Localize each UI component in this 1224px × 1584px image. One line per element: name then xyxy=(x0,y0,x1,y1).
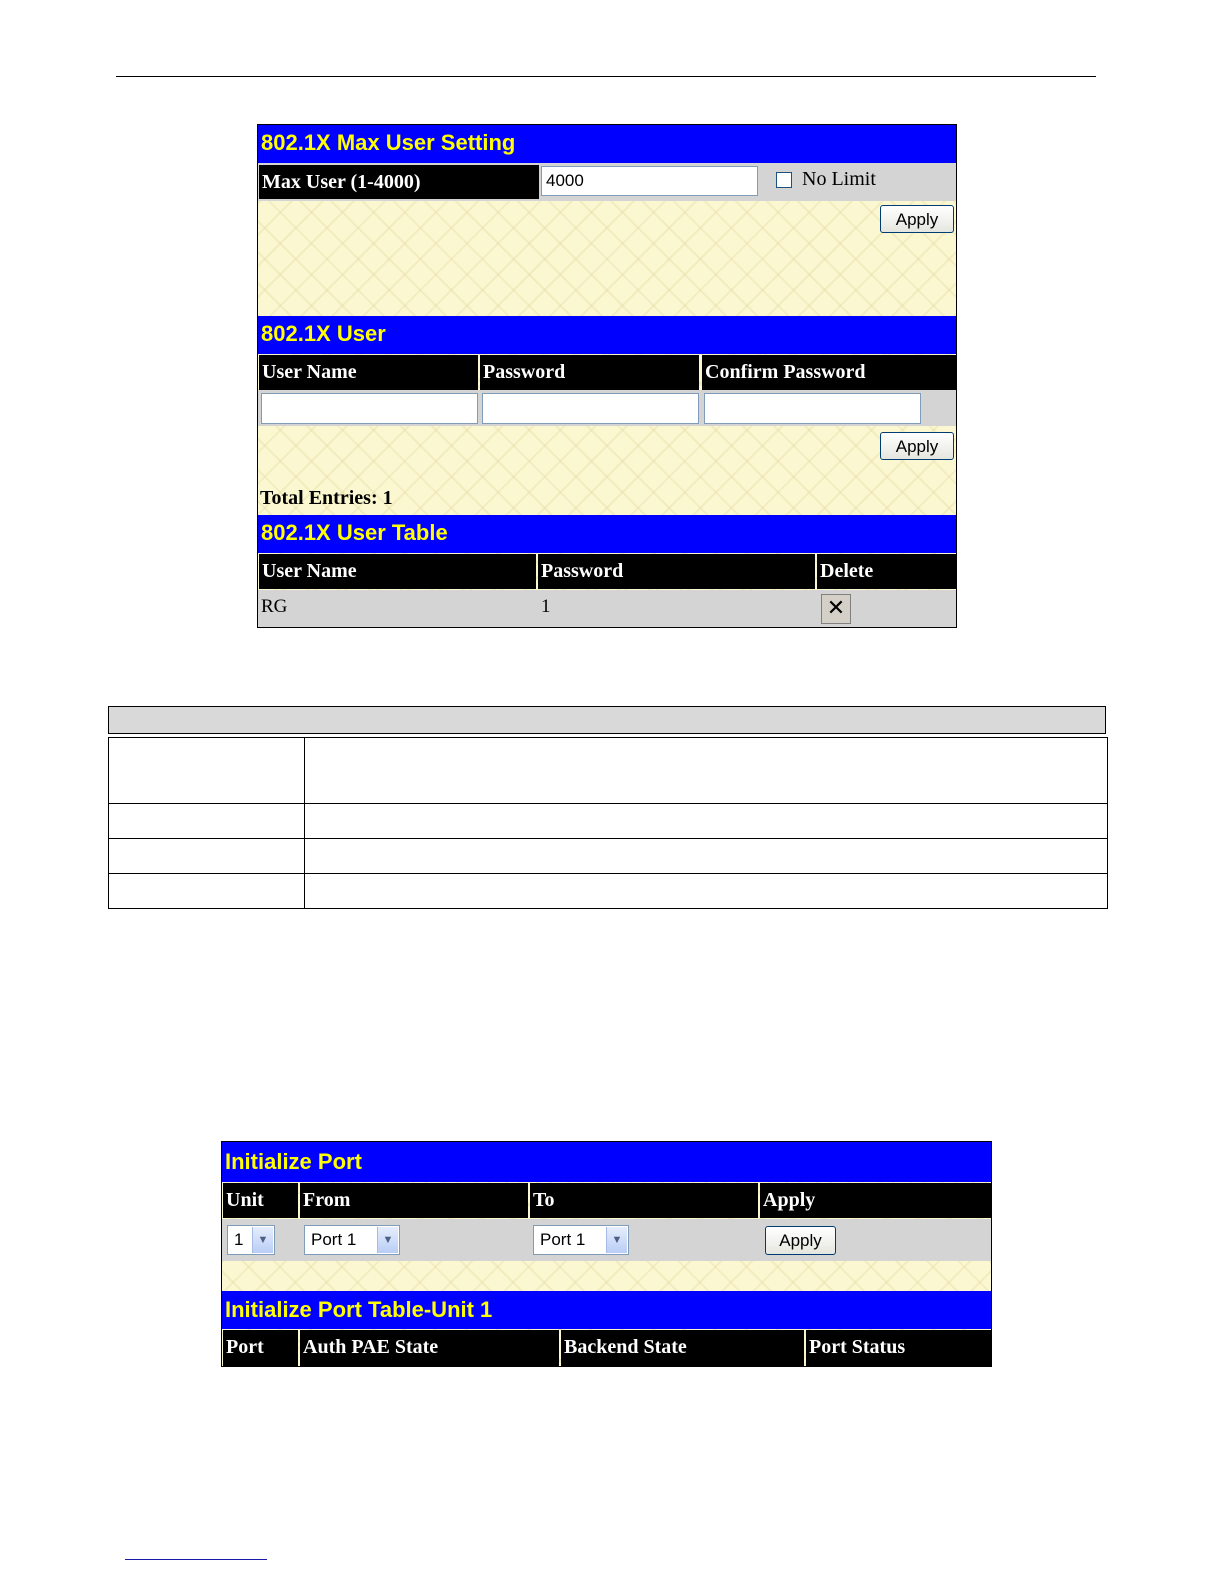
max-user-input[interactable] xyxy=(541,166,758,196)
description-cell xyxy=(305,738,1108,804)
port-header: Port xyxy=(223,1330,298,1366)
parameter-cell xyxy=(109,874,305,909)
backend-state-header: Backend State xyxy=(561,1330,804,1366)
chevron-down-icon: ▼ xyxy=(377,1227,398,1253)
auth-pae-state-header: Auth PAE State xyxy=(300,1330,559,1366)
chevron-down-icon: ▼ xyxy=(606,1227,627,1253)
description-cell xyxy=(305,874,1108,909)
table-row xyxy=(109,738,1108,804)
chevron-down-icon: ▼ xyxy=(252,1227,273,1253)
table-row xyxy=(109,804,1108,839)
parameter-cell xyxy=(109,804,305,839)
table-row xyxy=(258,590,956,627)
description-cell xyxy=(305,839,1108,874)
initialize-port-title: Initialize Port xyxy=(222,1142,991,1182)
max-user-setting-title: 802.1X Max User Setting xyxy=(258,125,956,163)
to-port-value: Port 1 xyxy=(540,1230,586,1249)
password-header: Password xyxy=(480,355,699,390)
no-limit-label: No Limit xyxy=(802,168,876,190)
description-table-header xyxy=(108,706,1106,734)
total-entries: Total Entries: 1 xyxy=(260,487,393,509)
to-port-select[interactable] xyxy=(533,1225,629,1255)
initialize-apply-button[interactable]: Apply xyxy=(765,1226,836,1255)
max-user-label: Max User (1-4000) xyxy=(259,165,539,199)
table-row-password: 1 xyxy=(541,596,551,617)
confirm-password-header: Confirm Password xyxy=(702,355,956,390)
max-user-apply-button[interactable]: Apply xyxy=(880,205,954,233)
from-port-value: Port 1 xyxy=(311,1230,357,1249)
unit-select[interactable] xyxy=(227,1225,275,1255)
initialize-port-panel xyxy=(221,1141,992,1367)
apply-header: Apply xyxy=(760,1183,991,1218)
user-name-header: User Name xyxy=(259,355,478,390)
delete-button[interactable] xyxy=(821,594,851,624)
no-limit-checkbox[interactable] xyxy=(776,172,792,188)
table-user-name-header: User Name xyxy=(259,554,536,589)
from-port-select[interactable] xyxy=(304,1225,400,1255)
from-header: From xyxy=(300,1183,528,1218)
description-cell xyxy=(305,804,1108,839)
unit-select-value: 1 xyxy=(234,1230,244,1249)
table-row xyxy=(109,874,1108,909)
password-input[interactable] xyxy=(482,393,699,424)
user-table-title: 802.1X User Table xyxy=(258,515,956,553)
user-form-title: 802.1X User xyxy=(258,316,956,354)
dot1x-user-panel xyxy=(257,124,957,628)
parameter-cell xyxy=(109,839,305,874)
x-icon: ✕ xyxy=(826,596,846,621)
footer-link-underline xyxy=(125,1559,267,1560)
table-password-header: Password xyxy=(538,554,815,589)
table-delete-header: Delete xyxy=(817,554,956,589)
confirm-password-input[interactable] xyxy=(704,393,921,424)
page-top-rule xyxy=(116,76,1096,77)
description-table xyxy=(108,737,1108,909)
parameter-cell xyxy=(109,738,305,804)
user-apply-button[interactable]: Apply xyxy=(880,432,954,460)
port-status-header: Port Status xyxy=(806,1330,991,1366)
user-name-input[interactable] xyxy=(261,393,478,424)
table-row-user-name: RG xyxy=(261,596,288,617)
to-header: To xyxy=(530,1183,758,1218)
unit-header: Unit xyxy=(223,1183,298,1218)
table-row xyxy=(109,839,1108,874)
initialize-port-table-title: Initialize Port Table-Unit 1 xyxy=(222,1291,991,1329)
